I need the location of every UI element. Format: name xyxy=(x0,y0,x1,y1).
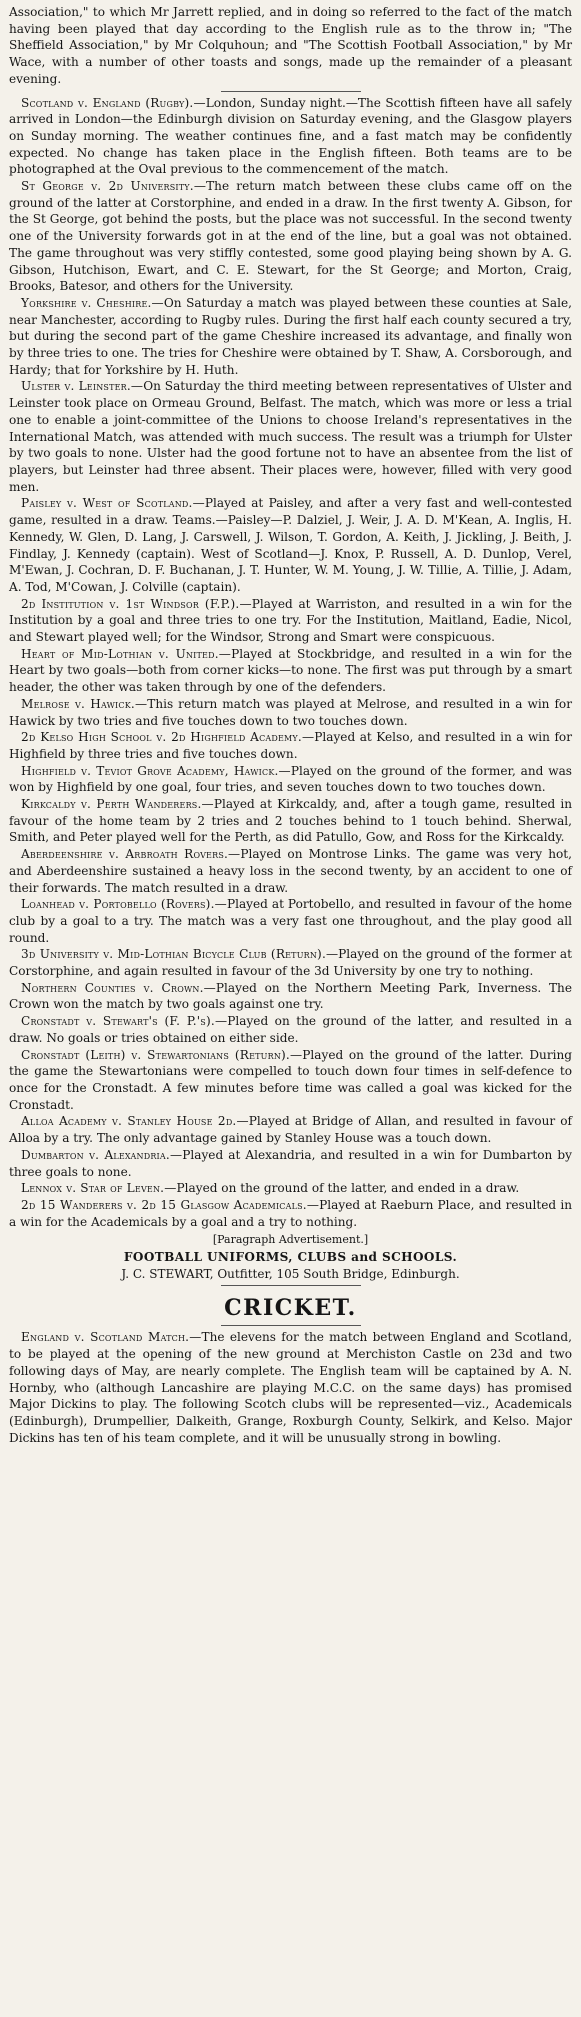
report-heading: Northern Counties v. Crown.— xyxy=(21,980,216,995)
report-heading: Yorkshire v. Cheshire.— xyxy=(21,295,164,310)
section-rule xyxy=(221,91,361,92)
report-heading: Dumbarton v. Alexandria.— xyxy=(21,1147,183,1162)
paragraph-advertisement xyxy=(9,1232,572,1282)
section-rule xyxy=(221,1285,361,1286)
match-report xyxy=(9,896,572,946)
report-body: Played on the ground of the latter. During the game the Stewartonians were compelled to touch down four times in self-defence to once for the Cronstadt. A few minutes before time was called a goal was kicked for the Cronstadt. xyxy=(9,1047,572,1112)
report-heading: 3d University v. Mid-Lothian Bicycle Club (Return). xyxy=(21,947,327,962)
report-body: Played on the ground of the latter, and resulted in a draw. No goals or tries obtained on either side. xyxy=(9,1014,573,1045)
report-heading: England v. Scotland Match.— xyxy=(21,1330,202,1345)
report-heading: Lennox v. Star of Leven.— xyxy=(21,1181,177,1196)
report-body: Played at Alexandria, and resulted in a win for Dumbarton by three goals to none. xyxy=(9,1147,572,1179)
advertisement-label: [Paragraph Advertisement.] xyxy=(212,1233,369,1247)
match-report xyxy=(9,846,572,896)
report-heading: Cronstadt v. Stewart's (F. P.'s).— xyxy=(21,1014,228,1029)
match-report xyxy=(9,1147,572,1180)
report-heading: Loanhead v. Portobello (Rovers).— xyxy=(21,897,227,912)
cricket-report xyxy=(9,1329,572,1446)
match-report xyxy=(9,796,572,846)
advertisement-line: J. C. STEWART, Outfitter, 105 South Bridge, Edinburgh. xyxy=(121,1266,460,1281)
report-body: Played at Warriston, and resulted in a win for the Institution by a goal and three tries to one try. For the Institution, Maitland, Eadie, Nicol, and Stewart played well; for the Windsor, Strong and Smart were conspicuous. xyxy=(9,596,572,645)
match-report xyxy=(9,946,572,979)
match-report xyxy=(9,1113,572,1146)
match-report xyxy=(9,378,572,495)
match-report xyxy=(9,295,572,379)
report-body: Played at Paisley, and after a very fast and well-contested game, resulted in a draw. Teams.—Paisley—P. Dalziel, J. Weir, J. A. D. M'Kean, A. Inglis, H. Kennedy, W. Glen, D. Lang, J. Carswell, J. Wilson, T. Gordon, A. Keith, J. Jickling, J. Beith, J. Findlay, J. Kennedy (captain). West of Scotland—J. Knox, P. Russell, A. D. Dunlop, Verel, M'Ewan, J. Cochran, D. F. Buchanan, J. T. Hunter, W. M. Young, J. W. Tillie, A. Tillie, J. Adam, A. Tod, M'Cowan, J. Colville (captain). xyxy=(9,496,572,594)
match-report xyxy=(9,729,572,762)
report-body: Played at Stockbridge, and resulted in a win for the Heart by two goals—both from corner kicks—to none. The first was put through by a smart header, the other was taken through by one of the defenders. xyxy=(9,646,572,695)
report-body: This return match was played at Melrose, and resulted in a win for Hawick by two tries and five touches down to two touches down. xyxy=(9,696,572,728)
report-heading: Kirkcaldy v. Perth Wanderers.— xyxy=(21,797,214,812)
report-heading: 2d Institution v. 1st Windsor (F.P.).— xyxy=(21,596,252,611)
match-report xyxy=(9,1180,572,1197)
report-body: Played on the ground of the latter, and ended in a draw. xyxy=(176,1181,520,1196)
match-reports xyxy=(9,95,572,1231)
match-report xyxy=(9,596,572,646)
report-heading: 2d 15 Wanderers v. 2d 15 Glasgow Academicals.— xyxy=(21,1197,320,1212)
report-heading: St George v. 2d University.— xyxy=(21,179,207,194)
match-report xyxy=(9,1197,572,1230)
match-report xyxy=(9,95,572,179)
report-body: Played on the ground of the former, and was won by Highfield by one goal, four tries, and seven touches down to two touches down. xyxy=(9,763,573,795)
advertisement-title: FOOTBALL UNIFORMS, CLUBS and SCHOOLS. xyxy=(123,1250,458,1265)
report-heading: Alloa Academy v. Stanley House 2d.— xyxy=(21,1114,249,1129)
report-body: Played at Portobello, and resulted in favour of the home club by a goal to a try. The match was a very fast one throughout, and the play good all round. xyxy=(9,897,573,945)
report-body: —Played on the ground of the former at Corstorphine, and again resulted in favour of the 3d University by one try to nothing. xyxy=(9,947,572,979)
match-report xyxy=(9,646,572,696)
report-heading: Highfield v. Teviot Grove Academy, Hawick.— xyxy=(21,763,291,778)
report-body: On Saturday the third meeting between representatives of Ulster and Leinster took place on Ormeau Ground, Belfast. The match, which was more or less a trial one to enable a joint-committee of the Unions to choose Ireland's representatives in the International Match, was attended with much success. The result was a triumph for Ulster by two goals to none. Ulster had the good fortune not to have an absentee from the list of players, but Leinster had three absent. Their places were, however, filled with very good men. xyxy=(9,379,572,494)
report-heading: Aberdeenshire v. Arbroath Rovers.— xyxy=(21,847,241,862)
report-heading: Heart of Mid-Lothian v. United.— xyxy=(21,646,232,661)
report-heading: Paisley v. West of Scotland.— xyxy=(21,496,205,511)
report-body: The return match between these clubs came off on the ground of the latter at Corstorphine, and ended in a draw. In the first twenty A. Gibson, for the St George, got behind the posts, but the place was not successful. In the second twenty one of the University forwards got in at the end of the line, but a goal was not obtained. The game throughout was very stiffly contested, some good playing being shown by A. G. Gibson, Hutchison, Ewart, and C. E. Stewart, for the St George; and Morton, Craig, Brooks, Batesor, and others for the University. xyxy=(9,179,572,294)
match-report xyxy=(9,980,572,1013)
report-body: The elevens for the match between England and Scotland, to be played at the opening of the new ground at Merchiston Castle on 23d and two following days of May, are nearly complete. The English team will be captained by A. N. Hornby, who (although Lancashire are playing M.C.C. on the same days) has promised Major Dickins to play. The following Scotch clubs will be represented—viz., Academicals (Edinburgh), Drumpellier, Dalkeith, Grange, Roxburgh County, Selkirk, and Kelso. Major Dickins has ten of his team complete, and it will be unusually strong in bowling. xyxy=(9,1330,573,1445)
match-report xyxy=(9,1047,572,1114)
report-heading: Cronstadt (Leith) v. Stewartonians (Return).— xyxy=(21,1047,303,1062)
match-report xyxy=(9,1013,572,1046)
report-body: London, Sunday night.—The Scottish fifteen have all safely arrived in London—the Edinburgh division on Saturday evening, and the Glasgow players on Sunday morning. The weather continues fine, and a fast match may be confidently expected. No change has taken place in the English fifteen. Both teams are to be photographed at the Oval previous to the commencement of the match. xyxy=(9,95,572,177)
report-body: On Saturday a match was played between these counties at Sale, near Manchester, according to Rugby rules. During the first half each county secured a try, but during the second part of the game Cheshire increased its advantage, and finally won by three tries to one. The tries for Cheshire were obtained by T. Shaw, A. Corsborough, and Hardy; that for Yorkshire by H. Huth. xyxy=(9,295,573,377)
match-report xyxy=(9,696,572,729)
opening-paragraph: Association," to which Mr Jarrett replied, and in doing so referred to the fact of the match having been played that day according to the English rule as to the throw in; "The Sheffield Association," by Mr Colquhoun; and "The Scottish Football Association," by Mr Wace, with a number of other toasts and songs, made up the remainder of a pleasant evening. xyxy=(9,5,572,86)
report-body: Played on Montrose Links. The game was very hot, and Aberdeenshire sustained a heavy loss in the second twenty, by an accident to one of their forwards. The match resulted in a draw. xyxy=(9,847,572,895)
report-heading: Melrose v. Hawick.— xyxy=(21,696,148,711)
match-report xyxy=(9,763,572,796)
report-body: Played on the Northern Meeting Park, Inverness. The Crown won the match by two goals against one try. xyxy=(9,980,572,1012)
report-heading: 2d Kelso High School v. 2d Highfield Academy.— xyxy=(21,730,315,745)
match-report xyxy=(9,178,572,295)
match-report xyxy=(9,495,572,595)
report-body: Played at Kirkcaldy, and, after a tough game, resulted in favour of the home team by 2 tries and 2 touches behind to 1 touch behind. Sherwal, Smith, and Peter played well for the Perth, as did Patullo, Gow, and Ross for the Kirkcaldy. xyxy=(9,797,573,845)
report-body: Played at Raeburn Place, and resulted in a win for the Academicals by a goal and a try to nothing. xyxy=(9,1197,572,1229)
cricket-section-title: CRICKET. xyxy=(224,1295,357,1322)
report-heading: Ulster v. Leinster.— xyxy=(21,379,144,394)
report-heading: Scotland v. England (Rugby).— xyxy=(21,95,206,110)
section-rule xyxy=(221,1325,361,1326)
report-body: Played at Kelso, and resulted in a win for Highfield by three tries and five touches down. xyxy=(9,730,572,761)
report-body: Played at Bridge of Allan, and resulted in favour of Alloa by a try. The only advantage gained by Stanley House was a touch down. xyxy=(9,1114,572,1146)
